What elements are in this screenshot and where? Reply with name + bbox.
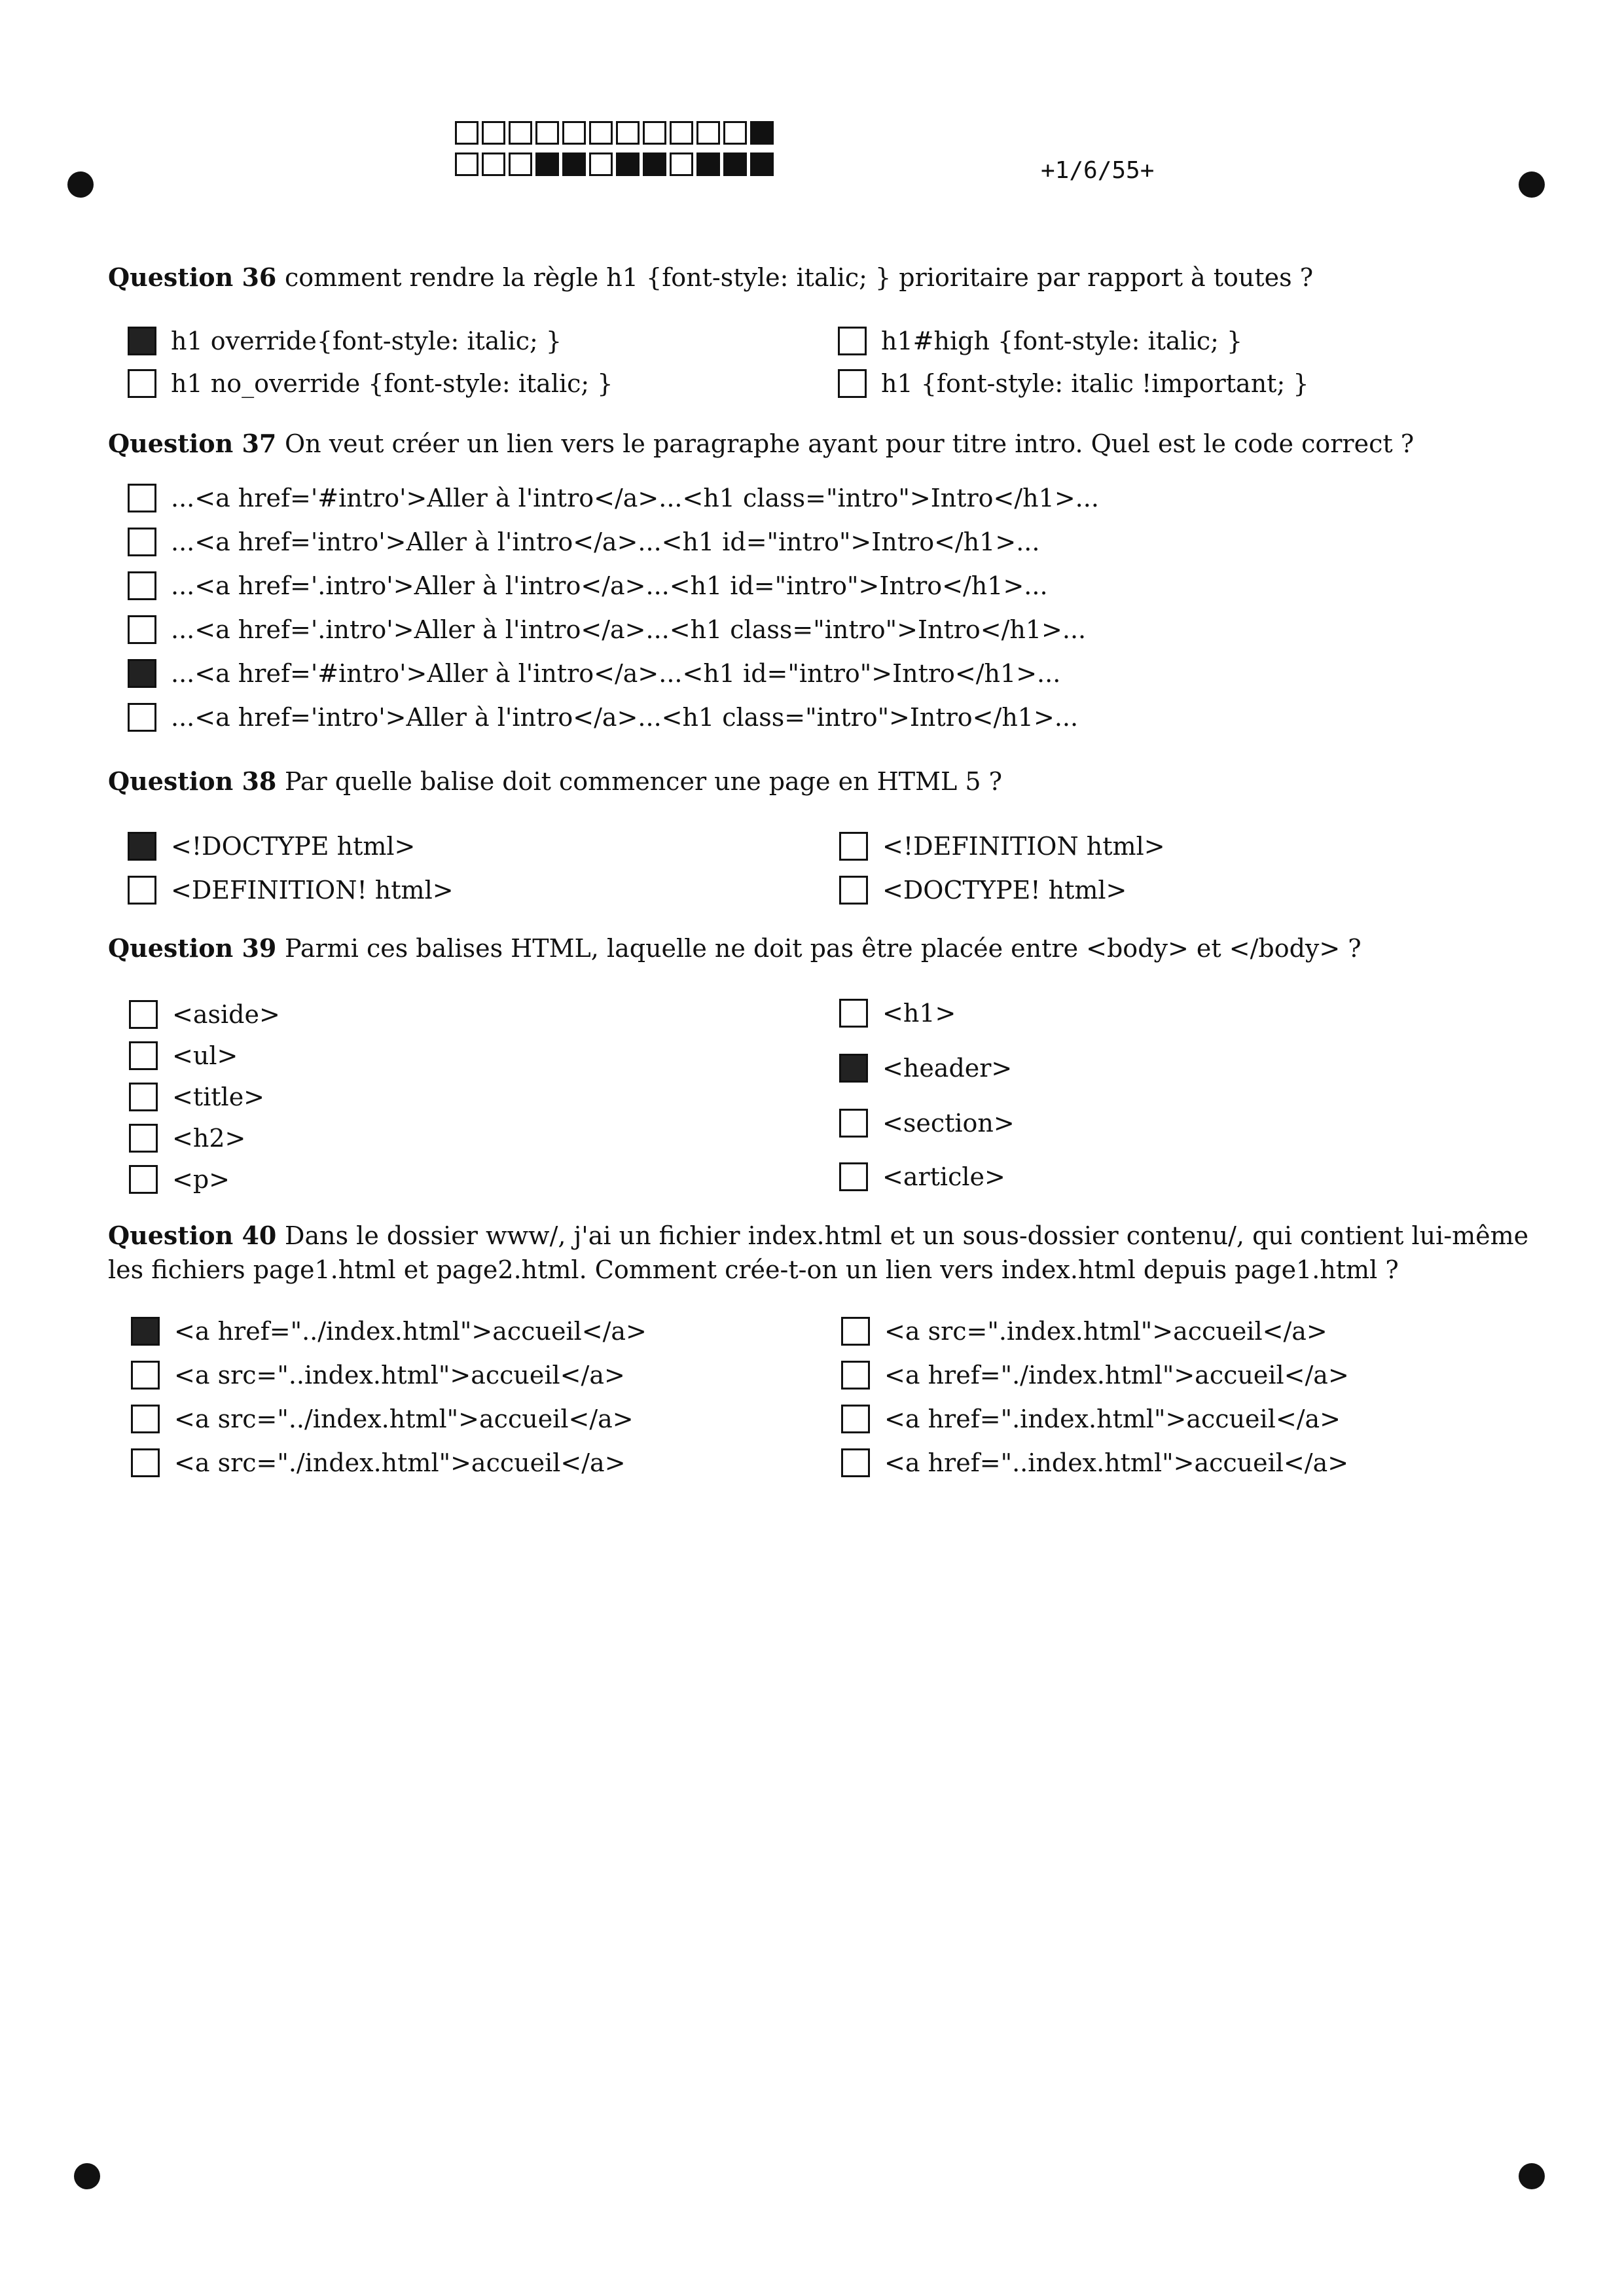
barcode-cell bbox=[696, 121, 720, 145]
question-40 bbox=[108, 1219, 1535, 1494]
barcode-cell bbox=[562, 152, 586, 176]
option-label: ...<a href='#intro'>Aller à l'intro</a>...<h1 id="intro">Intro</h1>... bbox=[171, 659, 1061, 688]
checkbox[interactable] bbox=[839, 876, 868, 905]
barcode-row bbox=[455, 121, 777, 145]
option-label: h1 override{font-style: italic; } bbox=[171, 327, 562, 355]
question-header bbox=[108, 931, 1535, 965]
barcode-cell bbox=[723, 121, 747, 145]
checkbox[interactable] bbox=[128, 484, 156, 512]
page-code: +1/6/55+ bbox=[1041, 157, 1155, 184]
option-label: <a href=".index.html">accueil</a> bbox=[884, 1405, 1341, 1433]
answer-option[interactable] bbox=[838, 367, 1309, 400]
checkbox[interactable] bbox=[129, 1000, 158, 1029]
answer-option[interactable] bbox=[841, 1446, 1348, 1479]
barcode-cell bbox=[482, 152, 505, 176]
checkbox[interactable] bbox=[841, 1361, 870, 1390]
checkbox[interactable] bbox=[839, 1054, 868, 1083]
checkbox[interactable] bbox=[131, 1361, 160, 1390]
option-label: ...<a href='.intro'>Aller à l'intro</a>...<h1 class="intro">Intro</h1>... bbox=[171, 615, 1087, 644]
checkbox[interactable] bbox=[131, 1317, 160, 1346]
option-label: <header> bbox=[882, 1054, 1013, 1083]
question-36 bbox=[108, 260, 1535, 404]
answer-option[interactable] bbox=[128, 325, 562, 357]
option-label: ...<a href='#intro'>Aller à l'intro</a>...<h1 class="intro">Intro</h1>... bbox=[171, 484, 1099, 512]
question-text: Dans le dossier www/, j'ai un fichier index.html et un sous-dossier contenu/, qui contient lui-même les fichiers page1.html et page2.html. Comment crée-t-on un lien vers index.html depuis page1.html ? bbox=[108, 1221, 1529, 1284]
checkbox[interactable] bbox=[128, 876, 156, 905]
option-label: <!DOCTYPE html> bbox=[171, 832, 416, 861]
answer-option[interactable] bbox=[839, 1107, 1015, 1139]
barcode-cell bbox=[509, 152, 532, 176]
question-37 bbox=[108, 427, 1535, 741]
answer-option[interactable] bbox=[128, 367, 613, 400]
option-label: <h1> bbox=[882, 999, 956, 1028]
checkbox[interactable] bbox=[129, 1083, 158, 1111]
barcode-cell bbox=[616, 121, 640, 145]
barcode-row bbox=[455, 152, 777, 176]
checkbox[interactable] bbox=[128, 703, 156, 732]
checkbox[interactable] bbox=[129, 1165, 158, 1194]
barcode-cell bbox=[509, 121, 532, 145]
barcode-cell bbox=[750, 152, 774, 176]
answer-option[interactable] bbox=[839, 874, 1127, 906]
option-label: h1 {font-style: italic !important; } bbox=[881, 369, 1309, 398]
barcode-cell bbox=[670, 121, 693, 145]
checkbox[interactable] bbox=[128, 571, 156, 600]
corner-mark-bottom-right bbox=[1519, 2163, 1545, 2189]
answer-option[interactable] bbox=[128, 874, 454, 906]
barcode-cell bbox=[589, 121, 613, 145]
option-label: <h2> bbox=[172, 1124, 246, 1153]
answer-option[interactable] bbox=[128, 526, 1039, 558]
option-label: <a src="..index.html">accueil</a> bbox=[174, 1361, 625, 1390]
option-label: ...<a href='intro'>Aller à l'intro</a>...<h1 class="intro">Intro</h1>... bbox=[171, 703, 1079, 732]
corner-mark-bottom-left bbox=[74, 2163, 100, 2189]
option-label: <a src="../index.html">accueil</a> bbox=[174, 1405, 634, 1433]
option-label: <a src=".index.html">accueil</a> bbox=[884, 1317, 1327, 1346]
question-label: Question 36 bbox=[108, 262, 277, 292]
checkbox[interactable] bbox=[838, 369, 867, 398]
barcode-cell bbox=[723, 152, 747, 176]
checkbox[interactable] bbox=[839, 1109, 868, 1138]
option-label: h1#high {font-style: italic; } bbox=[881, 327, 1243, 355]
answer-option[interactable] bbox=[839, 1052, 1012, 1085]
barcode-cell bbox=[750, 121, 774, 145]
answer-option[interactable] bbox=[838, 325, 1242, 357]
barcode-cell bbox=[535, 152, 559, 176]
barcode-cell bbox=[482, 121, 505, 145]
checkbox[interactable] bbox=[131, 1448, 160, 1477]
answer-option[interactable] bbox=[129, 1122, 245, 1155]
checkbox[interactable] bbox=[129, 1124, 158, 1153]
question-label: Question 38 bbox=[108, 766, 277, 796]
option-label: <a href="..index.html">accueil</a> bbox=[884, 1448, 1349, 1477]
answer-option[interactable] bbox=[128, 657, 1060, 690]
barcode-cell bbox=[696, 152, 720, 176]
answer-option[interactable] bbox=[128, 482, 1099, 514]
option-label: <section> bbox=[882, 1109, 1015, 1138]
answer-option[interactable] bbox=[131, 1359, 625, 1391]
option-label: <p> bbox=[172, 1165, 230, 1194]
answer-option[interactable] bbox=[129, 1163, 230, 1196]
option-label: <DOCTYPE! html> bbox=[882, 876, 1127, 905]
option-label: <ul> bbox=[172, 1041, 238, 1070]
checkbox[interactable] bbox=[839, 832, 868, 861]
barcode-cell bbox=[455, 121, 478, 145]
barcode-cell bbox=[562, 121, 586, 145]
question-39 bbox=[108, 931, 1535, 1206]
checkbox[interactable] bbox=[841, 1405, 870, 1433]
answer-option[interactable] bbox=[131, 1446, 626, 1479]
checkbox[interactable] bbox=[841, 1317, 870, 1346]
barcode-cell bbox=[643, 121, 666, 145]
option-label: <title> bbox=[172, 1083, 265, 1111]
barcode-cell bbox=[455, 152, 478, 176]
checkbox[interactable] bbox=[128, 615, 156, 644]
answer-option[interactable] bbox=[131, 1315, 647, 1348]
barcode-cell bbox=[535, 121, 559, 145]
option-label: ...<a href='intro'>Aller à l'intro</a>...<h1 id="intro">Intro</h1>... bbox=[171, 528, 1040, 556]
question-header bbox=[108, 764, 1535, 798]
checkbox[interactable] bbox=[128, 327, 156, 355]
question-text: comment rendre la règle h1 {font-style: italic; } prioritaire par rapport à toutes ? bbox=[285, 263, 1314, 292]
question-header bbox=[108, 260, 1535, 295]
question-header bbox=[108, 1219, 1535, 1287]
barcode-cell bbox=[616, 152, 640, 176]
question-text: Par quelle balise doit commencer une page en HTML 5 ? bbox=[285, 767, 1002, 796]
question-label: Question 39 bbox=[108, 933, 277, 963]
answer-option[interactable] bbox=[129, 998, 280, 1031]
checkbox[interactable] bbox=[128, 528, 156, 556]
option-label: <a href="../index.html">accueil</a> bbox=[174, 1317, 647, 1346]
corner-mark-top-left bbox=[67, 171, 94, 198]
checkbox[interactable] bbox=[128, 369, 156, 398]
answer-option[interactable] bbox=[129, 1039, 238, 1072]
question-label: Question 40 bbox=[108, 1221, 277, 1250]
answer-option[interactable] bbox=[128, 830, 415, 863]
answer-option[interactable] bbox=[131, 1403, 634, 1435]
answer-option[interactable] bbox=[839, 997, 956, 1030]
answer-option[interactable] bbox=[841, 1315, 1327, 1348]
question-text: On veut créer un lien vers le paragraphe ayant pour titre intro. Quel est le code correct ? bbox=[285, 429, 1415, 458]
corner-mark-top-right bbox=[1519, 171, 1545, 198]
option-label: <aside> bbox=[172, 1000, 280, 1029]
barcode-cell bbox=[670, 152, 693, 176]
checkbox[interactable] bbox=[841, 1448, 870, 1477]
answer-option[interactable] bbox=[129, 1081, 264, 1113]
answer-option[interactable] bbox=[128, 613, 1086, 646]
answer-option[interactable] bbox=[839, 1160, 1005, 1193]
question-38 bbox=[108, 764, 1535, 908]
answer-option[interactable] bbox=[128, 569, 1048, 602]
checkbox[interactable] bbox=[131, 1405, 160, 1433]
question-text: Parmi ces balises HTML, laquelle ne doit pas être placée entre <body> et </body> ? bbox=[285, 934, 1362, 963]
barcode-cell bbox=[589, 152, 613, 176]
option-label: <a href="./index.html">accueil</a> bbox=[884, 1361, 1349, 1390]
option-label: <DEFINITION! html> bbox=[171, 876, 454, 905]
checkbox[interactable] bbox=[128, 832, 156, 861]
answer-option[interactable] bbox=[839, 830, 1165, 863]
checkbox[interactable] bbox=[129, 1041, 158, 1070]
barcode-cell bbox=[643, 152, 666, 176]
answer-option[interactable] bbox=[841, 1403, 1341, 1435]
option-label: <!DEFINITION html> bbox=[882, 832, 1165, 861]
option-label: <article> bbox=[882, 1162, 1005, 1191]
option-label: ...<a href='.intro'>Aller à l'intro</a>...<h1 id="intro">Intro</h1>... bbox=[171, 571, 1048, 600]
checkbox[interactable] bbox=[838, 327, 867, 355]
option-label: <a src="./index.html">accueil</a> bbox=[174, 1448, 626, 1477]
checkbox[interactable] bbox=[839, 999, 868, 1028]
answer-option[interactable] bbox=[128, 701, 1078, 734]
question-header bbox=[108, 427, 1535, 461]
checkbox[interactable] bbox=[128, 659, 156, 688]
question-label: Question 37 bbox=[108, 429, 277, 458]
option-label: h1 no_override {font-style: italic; } bbox=[171, 369, 613, 398]
checkbox[interactable] bbox=[839, 1162, 868, 1191]
answer-option[interactable] bbox=[841, 1359, 1349, 1391]
